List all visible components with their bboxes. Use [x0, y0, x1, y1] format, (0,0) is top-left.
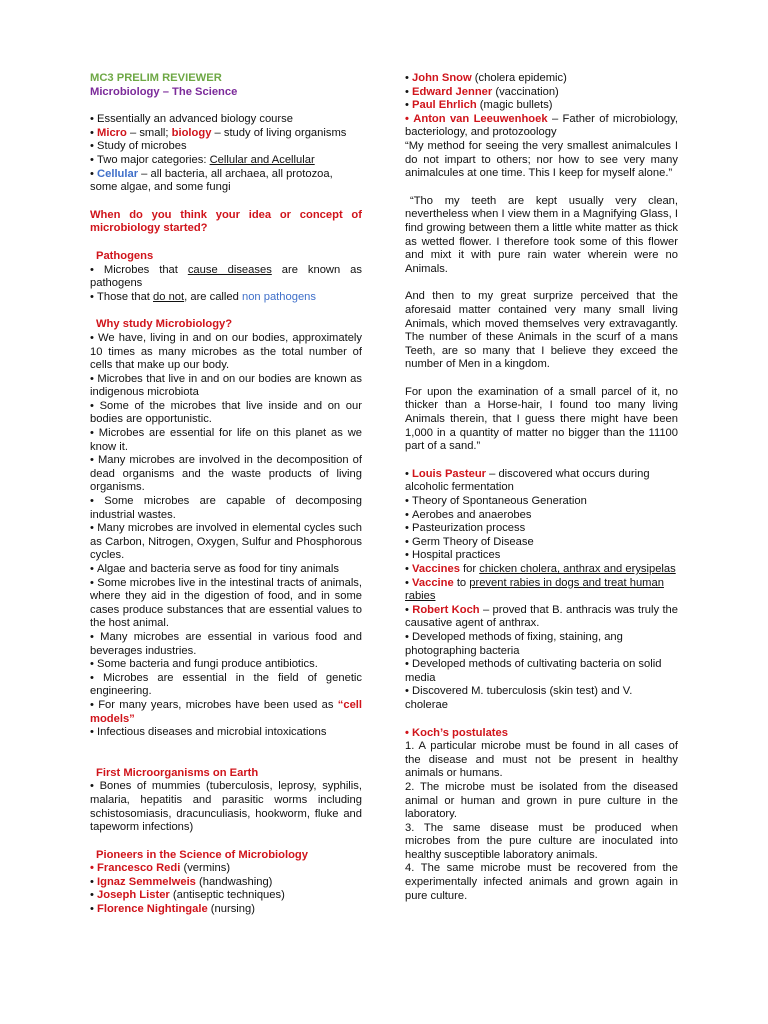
pioneer-lister: • Joseph Lister (antiseptic techniques) [90, 889, 362, 903]
koch-item: • Developed methods of cultivating bacteria on solid media [405, 658, 678, 685]
why-item: • We have, living in and on our bodies, approximately 10 times as many microbes as the total number of cells that make up our body. [90, 332, 362, 373]
pasteur-vaccines: • Vaccines for chicken cholera, anthrax and erysipelas [405, 563, 678, 577]
leeuwenhoek-quote-4: For upon the examination of a small parcel of it, no thicker than a Horse-hair, I found too many living Animals therein, that I guess there might have been 1,000 in a quantity of matter no bigger than the 11100 part of a sand.” [405, 385, 678, 453]
intro-categories: • Two major categories: Cellular and Acellular [90, 154, 362, 168]
koch-postulate: 2. The microbe must be isolated from the diseased animal or human and grown in pure culture in the laboratory. [405, 780, 678, 821]
why-item: • Microbes are essential in the field of genetic engineering. [90, 672, 362, 699]
why-item: • Some of the microbes that live inside and on our bodies are opportunistic. [90, 400, 362, 427]
why-item: • Some microbes live in the intestinal tracts of animals, where they aid in the digestion of food, and in some cases produce substances that are essential values to the host animal. [90, 577, 362, 631]
pioneer-pasteur: • Louis Pasteur – discovered what occurs during alcoholic fermentation [405, 468, 678, 495]
pioneer-semmelweis: • Ignaz Semmelweis (handwashing) [90, 876, 362, 890]
pioneer-jenner: • Edward Jenner (vaccination) [405, 86, 678, 100]
koch-postulates-heading: • Koch’s postulates [405, 727, 678, 741]
pioneer-leeuwenhoek: • Anton van Leeuwenhoek – Father of microbiology, bacteriology, and protozoology [405, 113, 678, 140]
pioneer-snow: • John Snow (cholera epidemic) [405, 72, 678, 86]
why-item: • Microbes that live in and on our bodies are known as indigenous microbiota [90, 373, 362, 400]
pasteur-item: • Pasteurization process [405, 522, 678, 536]
why-heading: Why study Microbiology? [96, 318, 233, 331]
koch-postulate: 3. The same disease must be produced when microbes from the pure culture are inoculated into healthy susceptible laboratory animals. [405, 821, 678, 861]
why-item: • Some microbes are capable of decomposing industrial wastes. [90, 495, 362, 522]
why-item: • Algae and bacteria serve as food for tiny animals [90, 563, 362, 577]
intro-cellular: • Cellular – all bacteria, all archaea, all protozoa, some algae, and some fungi [90, 168, 362, 195]
koch-item: • Developed methods of fixing, staining, ang photographing bacteria [405, 631, 678, 658]
pioneers-heading: Pioneers in the Science of Microbiology [96, 848, 308, 861]
pasteur-item: • Theory of Spontaneous Generation [405, 495, 678, 509]
pasteur-item: • Germ Theory of Disease [405, 536, 678, 550]
left-column [90, 72, 362, 917]
why-item: • Many microbes are essential in various food and beverages industries. [90, 631, 362, 658]
koch-postulate: 1. A particular microbe must be found in all cases of the disease and must not be present in healthy animals or humans. [405, 740, 678, 780]
leeuwenhoek-quote-1: “My method for seeing the very smallest animalcules I do not impart to others; nor how to see very many animalcules at one time. This I keep for myself alone.” [405, 139, 678, 180]
why-item: • Many microbes are involved in elemental cycles such as Carbon, Nitrogen, Oxygen, Sulfur and Phosphorous cycles. [90, 522, 362, 563]
right-column [405, 72, 678, 903]
koch-postulate: 4. The same microbe must be recovered from the experimentally infected animals and grown again in pure culture. [405, 862, 678, 902]
question-heading: When do you think your idea or concept of microbiology started? [90, 208, 362, 235]
why-item: • Infectious diseases and microbial intoxications [90, 726, 362, 740]
why-item: • Many microbes are involved in the decomposition of dead organisms and the waste products of living organisms. [90, 454, 362, 495]
pioneer-ehrlich: • Paul Ehrlich (magic bullets) [405, 99, 678, 113]
pasteur-item: • Aerobes and anaerobes [405, 509, 678, 523]
why-item-cell-models: • For many years, microbes have been used as “cell models” [90, 699, 362, 726]
first-heading: First Microorganisms on Earth [96, 766, 259, 779]
document-subtitle: Microbiology – The Science [90, 85, 238, 98]
pathogens-heading: Pathogens [96, 249, 154, 262]
pioneer-redi: • Francesco Redi (vermins) [90, 862, 362, 876]
pioneer-nightingale: • Florence Nightingale (nursing) [90, 903, 362, 917]
pathogens-item-2: • Those that do not, are called non pathogens [90, 291, 362, 305]
pasteur-item: • Hospital practices [405, 549, 678, 563]
why-item: • Some bacteria and fungi produce antibiotics. [90, 658, 362, 672]
leeuwenhoek-quote-2: “Tho my teeth are kept usually very clean, nevertheless when I view them in a Magnifying Glass, I find growing between them a little white matter as thick as wetted flower. I therefore took some of this flower and mixt it with pure rain water wherein were no Animals. [405, 194, 678, 275]
leeuwenhoek-quote-3: And then to my great surprize perceived that the aforesaid matter contained very many small living Animals, which moved themselves very extravagantly. The number of these Animals in the scurf of a mans Teeth, are so many that I believe they exceed the number of Men in a kingdom. [405, 290, 678, 371]
intro-micro: • Micro – small; biology – study of living organisms [90, 127, 362, 141]
intro-course: • Essentially an advanced biology course [90, 113, 362, 127]
pasteur-vaccine: • Vaccine to prevent rabies in dogs and treat human rabies [405, 577, 678, 604]
pathogens-item-1: • Microbes that cause diseases are known as pathogens [90, 264, 362, 291]
first-item: • Bones of mummies (tuberculosis, leprosy, syphilis, malaria, hepatitis and parasitic worms including schistosomiasis, dracunculiasis, hookworm, fluke and tapeworm infections) [90, 780, 362, 834]
why-item: • Microbes are essential for life on this planet as we know it. [90, 427, 362, 454]
pioneer-koch: • Robert Koch – proved that B. anthracis was truly the causative agent of anthrax. [405, 604, 678, 631]
koch-item: • Discovered M. tuberculosis (skin test) and V. cholerae [405, 685, 678, 712]
intro-study: • Study of microbes [90, 140, 362, 154]
document-title: MC3 PRELIM REVIEWER [90, 72, 222, 84]
